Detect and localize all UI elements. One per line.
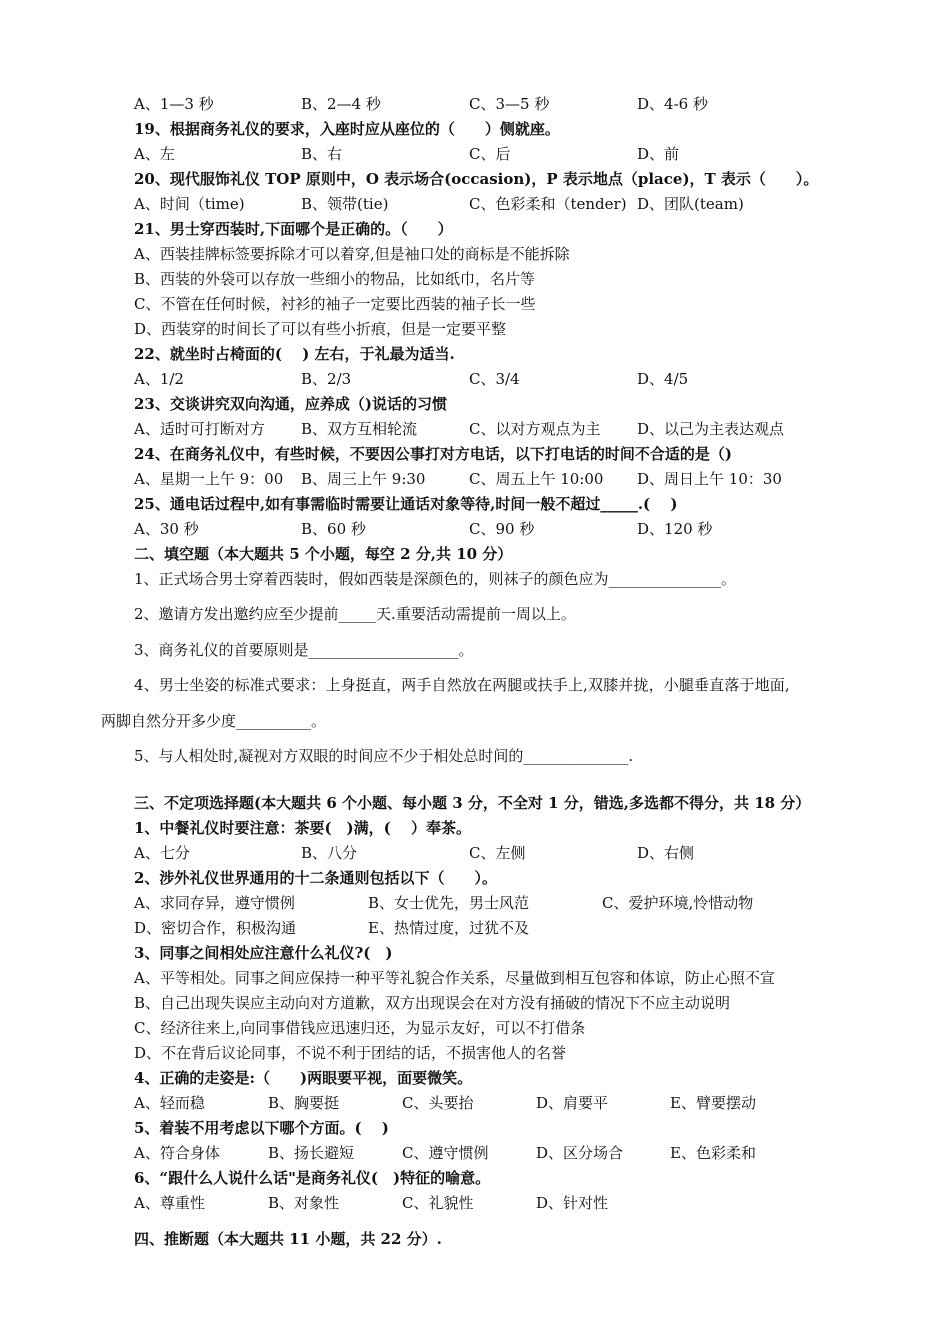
q18-option-d: D、4-6 秒 bbox=[637, 95, 708, 113]
q25-option-d: D、120 秒 bbox=[637, 520, 713, 538]
q21-option-d: D、西装穿的时间长了可以有些小折痕，但是一定要平整 bbox=[134, 320, 507, 338]
mc5-option-e: E、色彩柔和 bbox=[670, 1144, 756, 1162]
mc2-option-d: D、密切合作，积极沟通 bbox=[134, 919, 297, 937]
mc5-option-d: D、区分场合 bbox=[536, 1144, 624, 1162]
q22-stem: 22、就坐时占椅面的( ) 左右，于礼最为适当. bbox=[134, 345, 455, 363]
q20-option-a: A、时间（time) bbox=[134, 195, 245, 213]
section2-title: 二、填空题（本大题共 5 个小题，每空 2 分,共 10 分） bbox=[134, 545, 513, 563]
q18-option-b: B、2—4 秒 bbox=[301, 95, 381, 113]
q25-option-b: B、60 秒 bbox=[301, 520, 366, 538]
mc5-option-b: B、扬长避短 bbox=[268, 1144, 355, 1162]
fill-question-2: 2、邀请方发出邀约应至少提前_____天.重要活动需提前一周以上。 bbox=[134, 605, 576, 623]
mc4-option-e: E、臂要摆动 bbox=[670, 1094, 756, 1112]
mc1-option-c: C、左侧 bbox=[469, 844, 526, 862]
mc1-stem: 1、中餐礼仪时要注意：茶要( )满，( ）奉茶。 bbox=[134, 819, 471, 837]
q23-option-d: D、以己为主表达观点 bbox=[637, 420, 785, 438]
q24-option-c: C、周五上午 10:00 bbox=[469, 470, 604, 488]
q20-stem: 20、现代服饰礼仪 TOP 原则中，O 表示场合(occasion)，P 表示地点（place)，T 表示（ ）。 bbox=[134, 170, 819, 188]
mc2-option-a: A、求同存异，遵守惯例 bbox=[134, 894, 295, 912]
mc4-option-c: C、头要抬 bbox=[402, 1094, 474, 1112]
q22-option-b: B、2/3 bbox=[301, 370, 352, 388]
q20-option-b: B、领带(tie) bbox=[301, 195, 389, 213]
q22-option-a: A、1/2 bbox=[134, 370, 184, 388]
mc3-stem: 3、同事之间相处应注意什么礼仪?( ) bbox=[134, 944, 393, 962]
mc2-option-c: C、爱护环境,怜惜动物 bbox=[602, 894, 754, 912]
mc4-option-d: D、肩要平 bbox=[536, 1094, 609, 1112]
mc3-option-d: D、不在背后议论同事，不说不利于团结的话，不损害他人的名誉 bbox=[134, 1044, 567, 1062]
mc4-option-b: B、胸要挺 bbox=[268, 1094, 340, 1112]
q21-option-c: C、不管在任何时候，衬衫的袖子一定要比西装的袖子长一些 bbox=[134, 295, 536, 313]
q21-stem: 21、男士穿西装时,下面哪个是正确的。（ ） bbox=[134, 220, 453, 238]
mc4-option-a: A、轻而稳 bbox=[134, 1094, 205, 1112]
section4-title: 四、推断题（本大题共 11 小题，共 22 分）. bbox=[134, 1230, 442, 1248]
mc5-stem: 5、着装不用考虑以下哪个方面。( ) bbox=[134, 1119, 389, 1137]
q18-option-c: C、3—5 秒 bbox=[469, 95, 550, 113]
fill-question-3: 3、商务礼仪的首要原则是____________________。 bbox=[134, 641, 474, 659]
q22-option-d: D、4/5 bbox=[637, 370, 689, 388]
fill-question-4-line1: 4、男士坐姿的标准式要求：上身挺直，两手自然放在两腿或扶手上,双膝并拢，小腿垂直落于地面, bbox=[134, 676, 790, 694]
mc6-option-c: C、礼貌性 bbox=[402, 1194, 474, 1212]
q25-option-c: C、90 秒 bbox=[469, 520, 535, 538]
q20-option-c: C、色彩柔和（tender) bbox=[469, 195, 627, 213]
q24-option-b: B、周三上午 9:30 bbox=[301, 470, 426, 488]
q19-option-d: D、前 bbox=[637, 145, 680, 163]
mc3-option-b: B、自己出现失误应主动向对方道歉，双方出现误会在对方没有捅破的情况下不应主动说明 bbox=[134, 994, 731, 1012]
q18-option-a: A、1—3 秒 bbox=[134, 95, 214, 113]
q19-stem: 19、根据商务礼仪的要求，入座时应从座位的（ ）侧就座。 bbox=[134, 120, 560, 138]
q25-stem: 25、通电话过程中,如有事需临时需要让通话对象等待,时间一般不超过_____.( ) bbox=[134, 495, 678, 513]
q22-option-c: C、3/4 bbox=[469, 370, 520, 388]
section3-title: 三、不定项选择题(本大题共 6 个小题、每小题 3 分，不全对 1 分，错选,多选都不得分，共 18 分） bbox=[134, 794, 811, 812]
q24-option-d: D、周日上午 10：30 bbox=[637, 470, 782, 488]
q24-option-a: A、星期一上午 9：00 bbox=[134, 470, 284, 488]
mc6-option-b: B、对象性 bbox=[268, 1194, 340, 1212]
q23-stem: 23、交谈讲究双向沟通，应养成（)说话的习惯 bbox=[134, 395, 447, 413]
q24-stem: 24、在商务礼仪中，有些时候，不要因公事打对方电话，以下打电话的时间不合适的是（) bbox=[134, 445, 732, 463]
mc1-option-b: B、八分 bbox=[301, 844, 358, 862]
mc6-option-a: A、尊重性 bbox=[134, 1194, 205, 1212]
mc1-option-a: A、七分 bbox=[134, 844, 190, 862]
q21-option-a: A、西装挂牌标签要拆除才可以着穿,但是袖口处的商标是不能拆除 bbox=[134, 245, 570, 263]
mc2-option-e: E、热情过度，过犹不及 bbox=[368, 919, 529, 937]
q19-option-b: B、右 bbox=[301, 145, 343, 163]
q19-option-a: A、左 bbox=[134, 145, 175, 163]
q23-option-b: B、双方互相轮流 bbox=[301, 420, 418, 438]
mc3-option-c: C、经济往来上,向同事借钱应迅速归还，为显示友好，可以不打借条 bbox=[134, 1019, 586, 1037]
mc6-stem: 6、“跟什么人说什么话"是商务礼仪( )特征的喻意。 bbox=[134, 1169, 491, 1187]
q25-option-a: A、30 秒 bbox=[134, 520, 199, 538]
mc4-stem: 4、正确的走姿是:（ )两眼要平视，面要微笑。 bbox=[134, 1069, 473, 1087]
q19-option-c: C、后 bbox=[469, 145, 511, 163]
mc5-option-a: A、符合身体 bbox=[134, 1144, 220, 1162]
mc1-option-d: D、右侧 bbox=[637, 844, 695, 862]
q21-option-b: B、西装的外袋可以存放一些细小的物品，比如纸巾，名片等 bbox=[134, 270, 536, 288]
q23-option-a: A、适时可打断对方 bbox=[134, 420, 265, 438]
q23-option-c: C、以对方观点为主 bbox=[469, 420, 601, 438]
fill-question-5: 5、与人相处时,凝视对方双眼的时间应不少于相处总时间的______________. bbox=[134, 747, 634, 765]
fill-question-4-line2: 两脚自然分开多少度__________。 bbox=[101, 712, 327, 730]
fill-question-1: 1、正式场合男士穿着西装时，假如西装是深颜色的，则袜子的颜色应为_______________。 bbox=[134, 570, 737, 588]
q20-option-d: D、团队(team) bbox=[637, 195, 744, 213]
mc6-option-d: D、针对性 bbox=[536, 1194, 609, 1212]
mc3-option-a: A、平等相处。同事之间应保持一种平等礼貌合作关系，尽量做到相互包容和体谅，防止心照不宣 bbox=[134, 969, 775, 987]
mc2-option-b: B、女士优先，男士风范 bbox=[368, 894, 530, 912]
mc2-stem: 2、涉外礼仪世界通用的十二条通则包括以下（ ）。 bbox=[134, 869, 497, 887]
mc5-option-c: C、遵守惯例 bbox=[402, 1144, 489, 1162]
